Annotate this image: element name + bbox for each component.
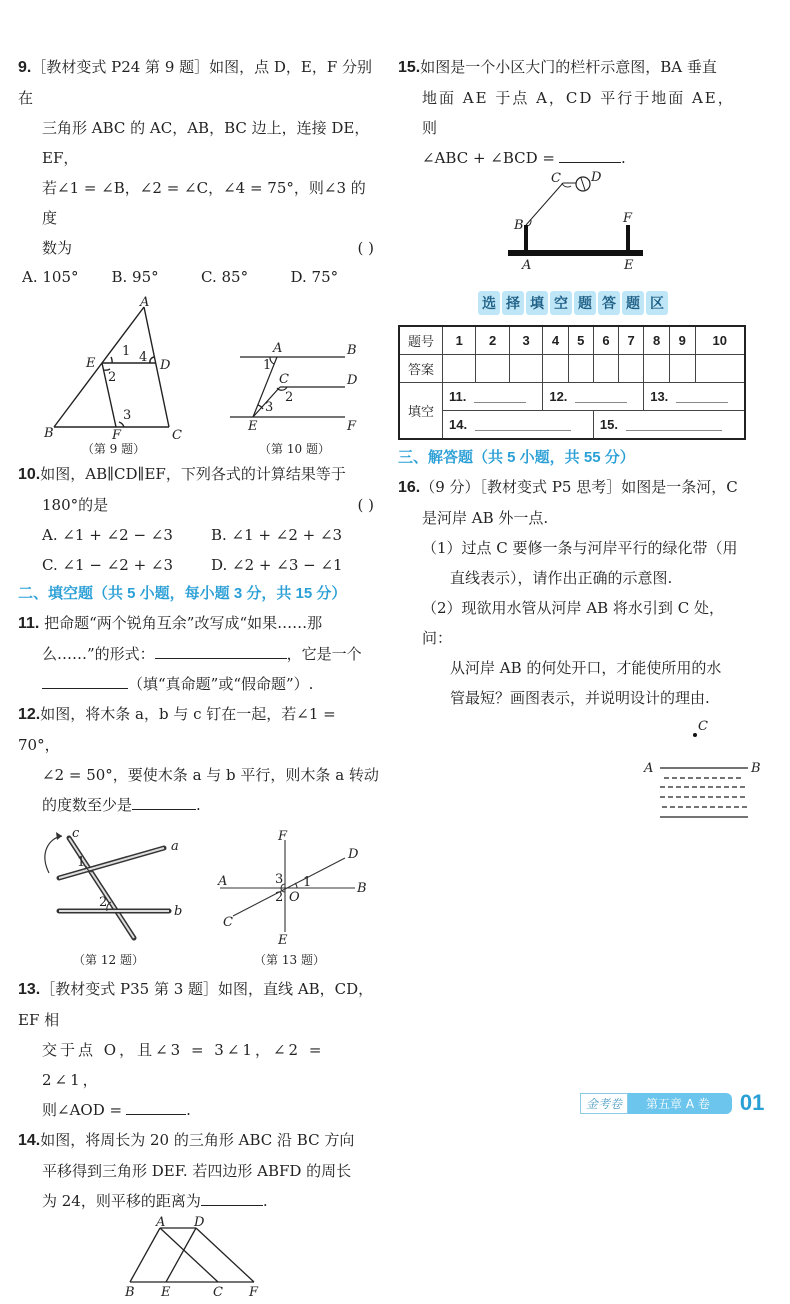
angle-1: 1	[302, 875, 311, 890]
label-a: A	[644, 761, 654, 776]
angle-2: 2	[107, 370, 116, 385]
option-b: B. 95°	[111, 268, 159, 286]
angle-4: 4	[138, 350, 147, 365]
label-f: F	[249, 1285, 259, 1300]
question-number: 14.	[18, 1132, 41, 1149]
question-text: 如图，将木条 a，b 与 c 钉在一起，若∠1 = 70°，	[18, 705, 336, 754]
question-text: 把命题“两个锐角互余”改写成“如果……那	[44, 614, 323, 632]
label-d: D	[159, 358, 170, 373]
fill-label: 15.	[599, 417, 618, 432]
label-c: C	[213, 1285, 223, 1300]
sub-question-2-cont: 管最短？画图表示，并说明设计的理由.	[450, 689, 710, 707]
section-heading-solutions: 三、解答题（共 5 小题，共 55 分）	[398, 449, 635, 466]
number-cell: 3	[509, 326, 542, 355]
label-b: B	[751, 761, 761, 776]
answer-cell[interactable]	[644, 355, 670, 383]
table-row-fill-1	[399, 383, 745, 411]
question-number: 15.	[398, 59, 421, 76]
question-text: 平移得到三角形 DEF. 若四边形 ABFD 的周长	[42, 1162, 352, 1180]
options	[18, 263, 380, 291]
section-heading-fill-in: 二、填空题（共 5 小题，每小题 3 分，共 15 分）	[18, 585, 347, 602]
label-c: C	[222, 915, 233, 930]
question-12: 12.如图，将木条 a，b 与 c 钉在一起，若∠1 = 70°， ∠2 = 50°，要使木条 a 与 b 平行，则木条 a 转动 的度数至少是 .	[18, 705, 379, 814]
sub-question-2-cont: 从河岸 AB 的何处开口，才能使所用的水	[450, 659, 722, 677]
label-e: E	[247, 419, 257, 434]
angle-3: 3	[274, 872, 283, 887]
question-number: 16.	[398, 479, 421, 496]
question-text: 如图，将周长为 20 的三角形 ABC 沿 BC 方向	[40, 1131, 355, 1149]
number-cell: 9	[669, 326, 695, 355]
question-number: 9.	[18, 59, 32, 76]
title-char: 区	[646, 291, 668, 315]
left-column	[18, 52, 380, 1304]
question-text: 为 24，则平移的距离为	[42, 1192, 201, 1210]
question-number: 11.	[18, 615, 40, 632]
question-text: （9 分）［教材变式 P5 思考］如图是一条河，C	[420, 478, 738, 496]
label-f: F	[111, 428, 121, 443]
figure-9-diagram	[34, 295, 194, 443]
label-d: D	[346, 373, 357, 388]
header-cell: 题号	[399, 326, 443, 355]
point-c	[693, 733, 697, 737]
question-text: ［教材变式 P24 第 9 题］如图，点 D，E，F 分别在	[18, 58, 373, 107]
answer-paren: ( )	[357, 496, 374, 514]
question-14: 14.如图，将周长为 20 的三角形 ABC 沿 BC 方向 平移得到三角形 DEF. 若四边形 ABFD 的周长 为 24，则平移的距离为 . A D B E C F	[18, 1125, 380, 1304]
label-d: D	[591, 170, 602, 185]
header-cell: 答案	[399, 355, 443, 383]
fill-cell-14[interactable]	[443, 411, 594, 440]
question-text: 的度数至少是	[42, 796, 133, 814]
title-char: 选	[478, 291, 500, 315]
label-f: F	[277, 829, 287, 844]
answer-cell[interactable]	[509, 355, 542, 383]
question-text: 是河岸 AB 外一点.	[422, 509, 549, 527]
label-e: E	[624, 258, 634, 273]
answer-cell[interactable]	[695, 355, 745, 383]
answer-cell[interactable]	[593, 355, 618, 383]
page-number: 01	[739, 1090, 765, 1115]
number-cell: 7	[619, 326, 644, 355]
question-number: 13.	[18, 981, 41, 998]
question-text: （填“真命题”或“假命题”）.	[128, 675, 314, 693]
question-15: 15.如图是一个小区大门的栏杆示意图，BA 垂直 地面 AE 于点 A，CD 平行于地面 AE，则 ∠ABC + ∠BCD = . C D B F A E	[398, 52, 748, 277]
answer-cell[interactable]	[619, 355, 644, 383]
question-text: 地面 AE 于点 A，CD 平行于地面 AE，则	[422, 89, 735, 137]
label-b: B	[514, 218, 524, 233]
table-row-answers	[399, 355, 745, 383]
question-text: 三角形 ABC 的 AC，AB，BC 边上，连接 DE，EF，	[42, 119, 370, 167]
question-text: 若∠1 = ∠B，∠2 = ∠C，∠4 = 75°，则∠3 的度	[42, 179, 366, 227]
fill-label: 13.	[650, 389, 669, 404]
label-b: B	[346, 343, 357, 358]
label-e: E	[161, 1285, 171, 1300]
option-d: D. 75°	[290, 268, 339, 286]
option-a: A. ∠1 + ∠2 − ∠3	[42, 526, 173, 544]
label-d: D	[347, 847, 358, 862]
question-13: 13.［教材变式 P35 第 3 题］如图，直线 AB，CD，EF 相 交于点 O，且∠3 = 3∠1，∠2 = 2∠1， 则∠AOD = .	[18, 974, 380, 1125]
answer-blank[interactable]	[132, 795, 196, 810]
label-c: C	[698, 719, 708, 734]
figure-16-diagram	[620, 717, 770, 827]
question-10	[18, 459, 380, 580]
angle-1: 1	[76, 855, 85, 870]
label-f: F	[623, 211, 633, 226]
angle-2: 2	[284, 390, 293, 405]
question-text: 数为	[42, 239, 73, 257]
title-char: 空	[550, 291, 572, 315]
figure-10	[225, 297, 365, 457]
title-char: 填	[526, 291, 548, 315]
question-text: 则∠AOD =	[42, 1101, 123, 1119]
label-c: c	[71, 826, 79, 841]
angle-2: 2	[274, 890, 283, 905]
chapter-label: 第五章 A 卷	[628, 1093, 732, 1114]
question-number: 12.	[18, 706, 41, 723]
header-cell: 填空	[399, 383, 443, 440]
figure-14-diagram	[118, 1215, 278, 1300]
title-char: 题	[622, 291, 644, 315]
label-b: b	[173, 904, 182, 919]
title-char: 答	[598, 291, 620, 315]
title-char: 题	[574, 291, 596, 315]
rotation-arrow	[44, 836, 61, 873]
answer-table	[398, 325, 746, 440]
label-a: A	[272, 341, 282, 356]
label-a: A	[156, 1215, 166, 1230]
figure-12	[34, 828, 184, 968]
page-footer	[580, 1090, 764, 1116]
figures-12-13	[18, 828, 380, 968]
question-text: 交于点 O，且∠3 = 3∠1，∠2 = 2∠1，	[42, 1041, 325, 1089]
answer-cell[interactable]	[443, 355, 476, 383]
label-c: C	[278, 372, 289, 387]
number-cell: 4	[543, 326, 568, 355]
figure-13-diagram	[215, 828, 365, 948]
question-number: 10.	[18, 466, 41, 483]
label-b: B	[43, 426, 54, 441]
answer-blank[interactable]	[42, 674, 128, 689]
number-cell: 10	[695, 326, 745, 355]
angle-2: 2	[98, 895, 107, 910]
sub-question-1-cont: 直线表示），请作出正确的示意图.	[450, 569, 673, 587]
answer-cell[interactable]	[669, 355, 695, 383]
answer-blank[interactable]	[559, 148, 621, 163]
figure-caption: （第 9 题）	[81, 442, 146, 456]
sub-question-2: （2）现欲用水管从河岸 AB 将水引到 C 处，问：	[422, 599, 724, 647]
fill-cell-11[interactable]	[443, 383, 543, 411]
number-cell: 5	[568, 326, 593, 355]
answer-cell[interactable]	[568, 355, 593, 383]
option-c: C. ∠1 − ∠2 + ∠3	[42, 556, 174, 574]
fill-cell-12[interactable]	[543, 383, 644, 411]
angle-1: 1	[262, 358, 271, 373]
figure-9	[34, 297, 194, 457]
fill-label: 11.	[449, 389, 467, 404]
angle-3: 3	[122, 408, 131, 423]
figure-15-diagram	[498, 170, 648, 273]
option-d: D. ∠2 + ∠3 − ∠1	[211, 556, 343, 574]
question-11	[18, 608, 380, 699]
question-text: 如图是一个小区大门的栏杆示意图，BA 垂直	[420, 58, 717, 76]
label-a: a	[170, 839, 179, 854]
answer-blank[interactable]	[201, 1191, 263, 1206]
label-c: C	[171, 428, 182, 443]
label-c: C	[551, 171, 561, 186]
figures-9-10	[18, 297, 380, 457]
answer-blank[interactable]	[155, 644, 287, 659]
answer-cell[interactable]	[476, 355, 509, 383]
figure-caption: （第 13 题）	[254, 953, 325, 967]
option-b: B. ∠1 + ∠2 + ∠3	[211, 526, 343, 544]
fill-label: 14.	[449, 417, 468, 432]
fill-cell-13[interactable]	[644, 383, 745, 411]
question-text: ，它是一个	[286, 645, 362, 663]
answer-area-title	[398, 291, 748, 315]
fill-label: 12.	[549, 389, 568, 404]
label-a: A	[217, 874, 227, 889]
label-d: D	[194, 1215, 205, 1230]
figure-10-diagram	[225, 297, 365, 437]
fill-cell-15[interactable]	[593, 411, 745, 440]
answer-blank[interactable]	[126, 1100, 186, 1115]
number-cell: 1	[443, 326, 476, 355]
question-text: 180°的是	[42, 496, 109, 514]
question-text: 如图，AB∥CD∥EF，下列各式的计算结果等于	[40, 465, 346, 483]
figure-12-diagram	[34, 828, 184, 948]
label-o: O	[288, 890, 300, 905]
figure-13	[215, 828, 365, 968]
sub-question-1: （1）过点 C 要修一条与河岸平行的绿化带（用	[422, 539, 738, 557]
answer-cell[interactable]	[543, 355, 568, 383]
question-text: ∠ABC + ∠BCD =	[422, 149, 555, 167]
angle-3: 3	[264, 400, 273, 415]
label-f: F	[346, 419, 356, 434]
answer-paren: ( )	[357, 239, 374, 257]
label-b: B	[356, 881, 367, 896]
number-cell: 2	[476, 326, 509, 355]
question-16	[398, 472, 761, 831]
brand-logo: 金考卷	[580, 1093, 628, 1114]
label-b: B	[125, 1285, 135, 1300]
option-c: C. 85°	[201, 268, 249, 286]
angle-1: 1	[121, 344, 130, 359]
table-row-fill-2	[399, 411, 745, 440]
title-char: 择	[502, 291, 524, 315]
question-9	[18, 52, 380, 291]
table-row-numbers	[399, 326, 745, 355]
options	[18, 520, 380, 580]
option-a: A. 105°	[22, 268, 79, 286]
right-column	[398, 52, 761, 831]
label-a: A	[139, 295, 149, 310]
number-cell: 8	[644, 326, 670, 355]
label-e: E	[277, 933, 287, 948]
label-e: E	[85, 356, 95, 371]
figure-caption: （第 12 题）	[73, 953, 144, 967]
label-a: A	[522, 258, 532, 273]
number-cell: 6	[593, 326, 618, 355]
question-text: 么……”的形式：	[42, 645, 155, 663]
figure-caption: （第 10 题）	[259, 442, 330, 456]
question-text: ［教材变式 P35 第 3 题］如图，直线 AB，CD，EF 相	[18, 980, 374, 1029]
question-text: ∠2 = 50°，要使木条 a 与 b 平行，则木条 a 转动	[42, 766, 379, 784]
